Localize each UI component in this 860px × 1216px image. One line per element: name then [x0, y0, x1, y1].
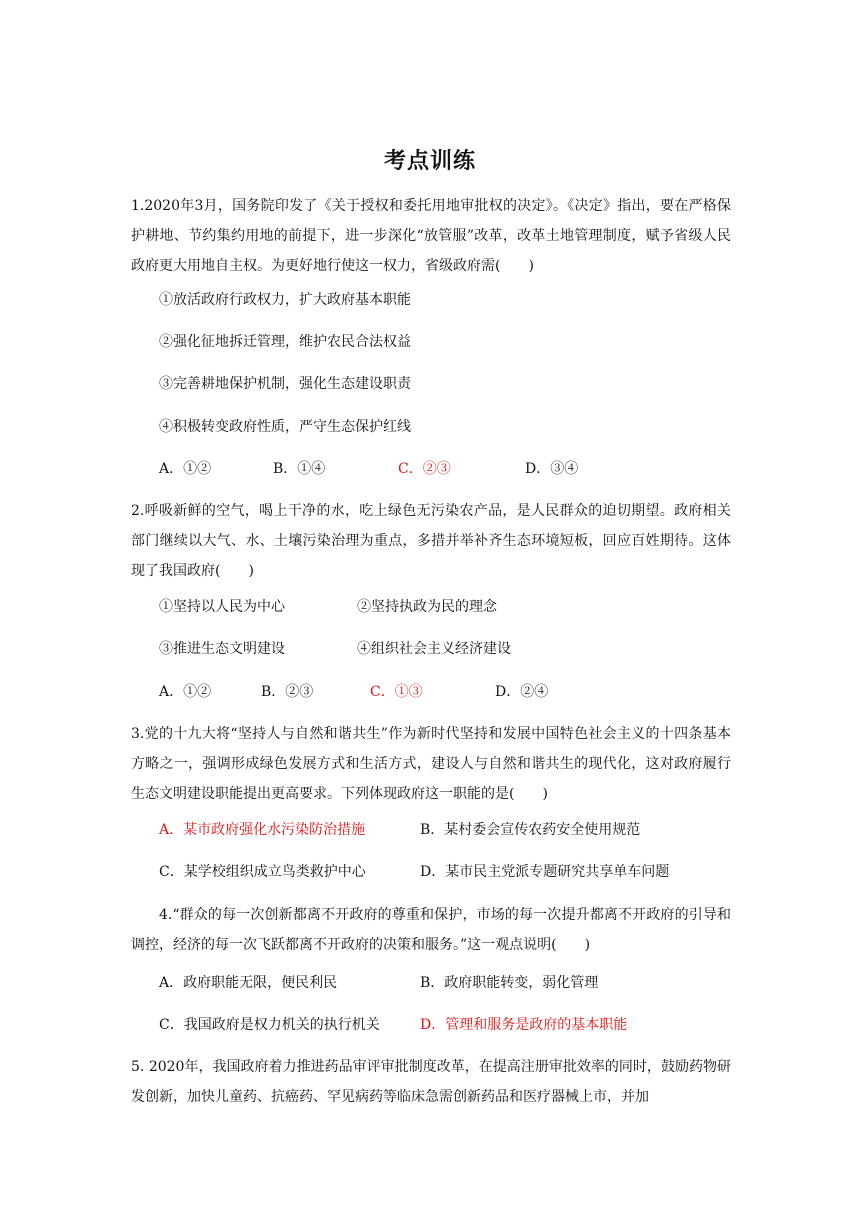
question-2-item-3: ③推进生态文明建设: [159, 641, 285, 657]
question-2-option-c-highlighted: C．①③: [370, 684, 423, 700]
question-3-option-d: D．某市民主党派专题研究共享单车问题: [420, 864, 670, 880]
question-4-stem: 4.“群众的每一次创新都离不开政府的尊重和保护，市场的每一次提升都离不开政府的引导和调控，经济的每一次飞跃都离不开政府的决策和服务。”这一观点说明( ): [131, 907, 731, 953]
page-title: 考点训练: [383, 149, 476, 174]
question-4-option-c: C．我国政府是权力机关的执行机关: [159, 1017, 380, 1033]
question-4-option-d: [420, 1015, 627, 1035]
question-1-stem: 1.2020年3月，国务院印发了《关于授权和委托用地审批权的决定》。《决定》指出，要在严格保护耕地、节约集约用地的前提下，进一步深化“放管服”改革，改革土地管理制度，赋予省级人民政府更大用地自主权。为更好地行使这一权力，省级政府需( ): [131, 198, 731, 274]
question-5-stem: 5. 2020年，我国政府着力推进药品审评审批制度改革，在提高注册审批效率的同时，鼓励药物研发创新，加快儿童药、抗癌药、罕见病药等临床急需创新药品和医疗器械上市，并加: [131, 1059, 731, 1105]
question-1-item-4: ④积极转变政府性质，严守生态保护红线: [159, 419, 411, 435]
question-2-stem: 2.呼吸新鲜的空气，喝上干净的水，吃上绿色无污染农产品，是人民群众的迫切期望。政府相关部门继续以大气、水、土壤污染治理为重点，多措并举补齐生态环境短板，回应百姓期待。这体现了我国政府( ): [131, 503, 731, 579]
question-3-option-b: B．某村委会宣传农药安全使用规范: [420, 822, 641, 838]
question-1-item-3: ③完善耕地保护机制，强化生态建设职责: [159, 376, 411, 392]
question-1-item-2: ②强化征地拆迁管理，维护农民合法权益: [159, 334, 411, 350]
question-2-option-d: D．②④: [495, 684, 549, 700]
question-3-stem: 3.党的十九大将“坚持人与自然和谐共生”作为新时代坚持和发展中国特色社会主义的十四条基本方略之一，强调形成绿色发展方式和生活方式，建设人与自然和谐共生的现代化，这对政府履行生态文明建设职能提出更高要求。下列体现政府这一职能的是( ): [131, 726, 731, 802]
question-1-option-b: B．①④: [273, 461, 326, 477]
question-1-option-c-highlighted: C．②③: [398, 461, 451, 477]
question-2-item-4: ④组织社会主义经济建设: [357, 641, 511, 657]
question-1-item-1: ①放活政府行政权力，扩大政府基本职能: [159, 292, 411, 308]
question-3-option-c: C．某学校组织成立鸟类救护中心: [159, 864, 366, 880]
question-1-option-d: D．③④: [525, 461, 579, 477]
question-2-item-1: ①坚持以人民为中心: [159, 599, 285, 615]
question-2-item-2: ②坚持执政为民的理念: [357, 599, 497, 615]
question-3-option-a-highlighted: A．某市政府强化水污染防治措施: [159, 822, 366, 838]
question-4-option-a: A．政府职能无限，便民利民: [159, 975, 338, 991]
question-1-option-a: A．①②: [159, 461, 212, 477]
question-4-option-d-highlighted: D．管理和服务是政府的基本职能: [420, 1017, 628, 1033]
question-2-option-a: A．①②: [159, 684, 212, 700]
question-4-option-b: B．政府职能转变，弱化管理: [420, 975, 599, 991]
question-2-option-b: B．②③: [261, 684, 314, 700]
